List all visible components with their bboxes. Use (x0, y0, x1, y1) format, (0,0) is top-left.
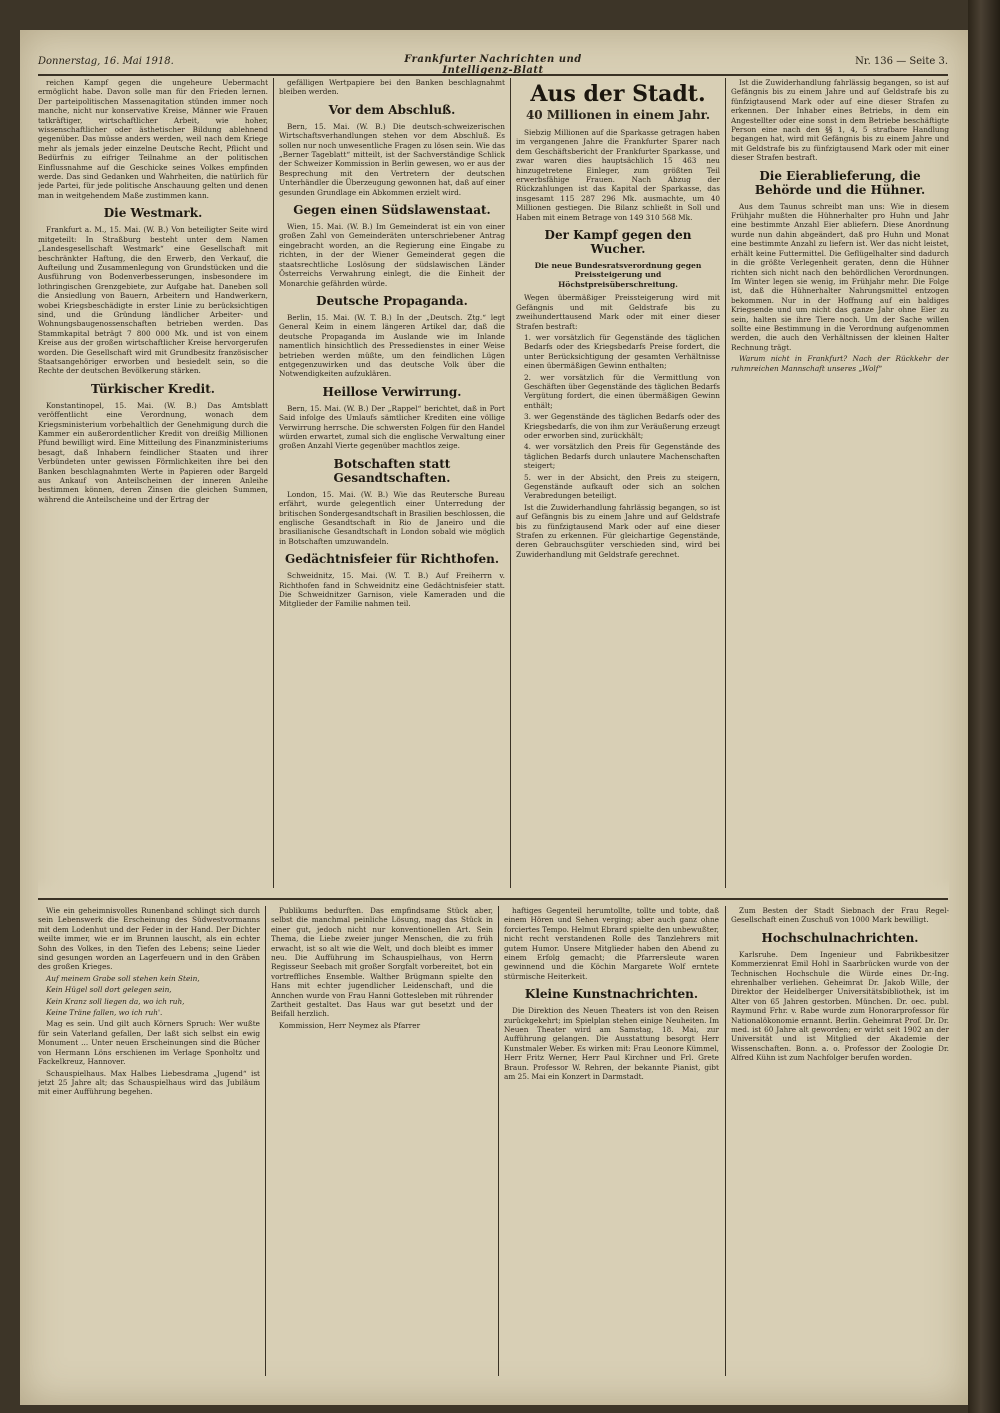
heading-heillose-verwirrung: Heillose Verwirrung. (322, 384, 462, 399)
heading-gedaechtnisfeier: Gedächtnisfeier für Richthofen. (284, 552, 500, 567)
column-1 (38, 78, 268, 898)
subheading-40-millionen: 40 Millionen in einem Jahr. (525, 108, 711, 122)
article-wucher: Wegen übermäßiger Preissteigerung wird mit Gefängnis und mit Geldstrafe bis zu zweihunderttausend Mark oder mit einer dieser Strafen bestraft: (516, 293, 720, 331)
feuilleton-column-3 (504, 906, 719, 1386)
page-header (38, 52, 948, 76)
verse-line: Auf meinem Grabe soll stehen kein Stein, (46, 973, 200, 983)
wucher-tail: Ist die Zuwiderhandlung fahrlässig begangen, so ist auf Gefängnis bis zu einem Jahre und auf Geldstrafe bis zu fünfzigtausend Mark oder auf eine dieser Strafen zu erkennen. Für gleichartige Gegenstände, deren Gebrauchsgüter verschieden sind, wird bei Zuwiderhandlung mit Geldstrafe gerechnet. (516, 502, 720, 559)
feuilleton-loens: Wie ein geheimnisvolles Runenband schlingt sich durch sein Lebenswerk die Erscheinung des Südwestvormanns mit dem Lodenhut und der Feder in der Hand. Der Dichter weilte immer, wie er im Brunnen lauscht, als ein echter Sohn des Volkes, in den Tiefen des Lebens; seine Lieder sind gesungen worden an Lagerfeuern und in den Gräben des großen Krieges. (38, 906, 260, 972)
wucher-lead: Die neue Bundesratsverordnung gegen Preissteigerung und Höchstpreisüberschreitung. (534, 261, 702, 289)
article-tuerkischer-kredit: Konstantinopel, 15. Mai. (W. B.) Das Amtsblatt veröffentlicht eine Verordnung, wonach dem Kriegsministerium vorbehaltlich der Genehmigung durch die Kammer ein außerordentlicher Kredit von dreißig Millionen Pfund bewilligt wird. Eine Mitteilung des Finanzministeriums besagt, daß Inhabern feindlicher Staaten und ihrer Verbündeten unter gewissen Förmlichkeiten ihre bei den Banken beschlagnahmten Werte in Papieren oder Bargeld aus Ankauf von Anteilscheinen der inneren Anleihe bestimmen können, deren Zinsen die gleichen Summen, während die Anteilscheine und der Ertrag der (38, 400, 268, 504)
feuilleton-jugend-end: Kommission, Herr Neymez als Pfarrer (279, 1020, 421, 1030)
heading-eierablieferung: Die Eierablieferung, die Behörde und die Hühner. (754, 168, 926, 197)
verse-line: Kein Kranz soll liegen da, wo ich ruh, (46, 996, 185, 1006)
newspaper-page (20, 30, 968, 1405)
wucher-item: 1. wer vorsätzlich für Gegenstände des täglichen Bedarfs oder des Kriegsbedarfs Preise fordert, die unter Berücksichtigung der gesamten Verhältnisse einen übermäßigen Gewinn enthalten; (524, 332, 720, 371)
heading-suedslawenstaat: Gegen einen Südslawenstaat. (293, 203, 491, 218)
article-gedaechtnisfeier: Schweidnitz, 15. Mai. (W. T. B.) Auf Freiherrn v. Richthofen fand in Schweidnitz eine Gedächtnisfeier statt. Die Schweidnitzer Garnison, viele Kameraden und die Mitglieder der Familie nahmen teil. (279, 571, 505, 609)
question-frankfurt: Warum nicht in Frankfurt? Nach der Rückkehr der ruhmreichen Mannschaft unseres „Wolf“ (731, 354, 949, 373)
feuilleton-column-4 (731, 906, 949, 1386)
article-vor-dem-abschluss: Bern, 15. Mai. (W. B.) Die deutsch-schweizerischen Wirtschaftsverhandlungen stehen vor dem Abschluß. Es sollen nur noch unwesentliche Fragen zu lösen sein. Wie das „Berner Tageblatt“ mitteilt, ist der Sachverständige Schlick der Schweizer Kommission in Berlin gewesen, wo er aus der Besprechung mit den Vertretern der deutschen Unterhändler die Überzeugung gewonnen hat, daß auf einer gesunden Grundlage ein Abkommen erzielt wird. (279, 121, 505, 197)
verse-line: Kein Hügel soll dort gelegen sein, (46, 985, 172, 995)
wucher-item: 4. wer vorsätzlich den Preis für Gegenstände des täglichen Bedarfs durch unlautere Machenschaften steigert; (524, 442, 720, 471)
article-suedslawenstaat: Wien, 15. Mai. (W. B.) Im Gemeinderat ist ein von einer großen Zahl von Gemeinderäten unterschriebener Antrag eingebracht worden, an die Regierung eine Eingabe zu richten, in der der Wiener Gemeinderat gegen die staatsrechtliche Loslösung der südslawischen Länder Österreichs Verwahrung einlegt, die die Einheit der Monarchie gefährden würde. (279, 222, 505, 288)
article-deutsche-propaganda: Berlin, 15. Mai. (W. T. B.) In der „Deutsch. Ztg.“ legt General Keim in einem längeren Artikel dar, daß die deutsche Propaganda im Auslande wie im Inlande namentlich hinsichtlich des Pressedienstes in einer Weise betrieben werden müßte, um den feindlichen Lügen entgegenzuwirken und das deutsche Volk über die Notwendigkeiten aufzuklären. (279, 312, 505, 379)
column-rule (510, 78, 511, 888)
feuilleton-schauspielhaus: Schauspielhaus. Max Halbes Liebesdrama „Jugend“ ist jetzt 25 Jahre alt; das Schauspielhaus wird das Jubiläum mit einer Aufführung begehen. (38, 1068, 260, 1097)
heading-kleine-kunstnachrichten: Kleine Kunstnachrichten. (524, 987, 699, 1002)
heading-vor-dem-abschluss: Vor dem Abschluß. (328, 102, 456, 117)
section-title-aus-der-stadt: Aus der Stadt. (530, 81, 706, 107)
feuilleton-column-1 (38, 906, 260, 1386)
header-page-number: Nr. 136 — Seite 3. (855, 56, 948, 67)
article-botschaften: London, 15. Mai. (W. B.) Wie das Reutersche Bureau erfährt, wurde gelegentlich einer Unterredung der britischen Sondergesandtschaft in Brasilien beschlossen, die englische Gesandtschaft in Rio de Janeiro und die brasilianische Gesandtschaft in London sobald wie möglich in Botschaften umzuwandeln. (279, 489, 505, 546)
column-rule (265, 906, 266, 1376)
header-masthead: Frankfurter Nachrichten und Intelligenz-Blatt (404, 54, 582, 76)
col4-intro: Ist die Zuwiderhandlung fahrlässig begangen, so ist auf Gefängnis bis zu einem Jahre und auf Geldstrafe bis zu fünfzigtausend Mark oder auf eine dieser Strafen zu erkennen. Der Inhaber eines Betriebs, in dem ein Angestellter oder eine sonst in dem Betriebe beschäftigte Person eine nach den §§ 1, 4, 5 strafbare Handlung begangen hat, wird mit Gefängnis bis zu einem Jahre und mit Geldstrafe bis zu fünfzigtausend Mark oder mit einer dieser Strafen bestraft. (731, 78, 949, 163)
feuilleton-jugend-review: Publikums bedurften. Das empfindsame Stück aber, selbst die manchmal peinliche Lösung, mag das Stück in einer gut, jedoch nicht nur konventionellen Art. Sein Thema, die Liebe zweier junger Menschen, die zu früh erwacht, ist so alt wie die Welt, und doch bleibt es immer neu. Die Aufführung im Schauspielhaus, von Herrn Regisseur Seebach mit großer Sorgfalt vorbereitet, bot ein vortreffliches Ensemble. Walther Brügmann spielte den Hans mit echter jugendlicher Leidenschaft, und die Annchen wurde von Frau Hanni Gottesleben mit rührender Zartheit gestaltet. Das Haus war gut besetzt und der Beifall herzlich. (271, 906, 493, 1019)
feuilleton-column-2 (271, 906, 493, 1386)
wucher-item: 2. wer vorsätzlich für die Vermittlung von Geschäften über Gegenstände des täglichen Bedarfs Vergütung fordert, die einen übermäßigen Gewinn enthält; (524, 372, 720, 410)
feuilleton-continuation: haftiges Gegenteil herumtollte, tollte und tobte, daß einem Hören und Sehen verging; aber auch ganz ohne forciertes Tempo. Helmut Ebrard spielte den unbewußter, nicht recht verstandenen Rolle des Tanzlehrers mit gutem Humor. Unsere Mitglieder haben den Abend zu einem Erfolg gemacht; die Pfarrersleute waren gewinnend und die Köchin Margarete Wolf erntete stürmische Heiterkeit. (504, 906, 719, 981)
heading-westmark: Die Westmark. (103, 206, 203, 221)
column-3 (516, 78, 720, 898)
column-rule (273, 78, 274, 888)
column-4 (731, 78, 949, 898)
col4-bottom-intro: Zum Besten der Stadt Siebnach der Frau Regel-Gesellschaft einen Zuschuß von 1000 Mark bewilligt. (731, 906, 949, 925)
heading-botschaften: Botschaften statt Gesandtschaften. (333, 456, 451, 485)
heading-deutsche-propaganda: Deutsche Propaganda. (316, 293, 468, 308)
heading-hochschulnachrichten: Hochschulnachrichten. (761, 930, 919, 945)
wucher-item: 5. wer in der Absicht, den Preis zu steigern, Gegenstände aufkauft oder sich an solchen Verabredungen beteiligt. (524, 472, 720, 501)
col2-intro: gefälligen Wertpapiere bei den Banken beschlagnahmt bleiben werden. (279, 78, 505, 97)
article-eierablieferung: Aus dem Taunus schreibt man uns: Wie in diesem Frühjahr mußten die Hühnerhalter pro Huhn und Jahr eine bestimmte Anzahl Eier abliefern. Diese Anordnung wurde nun dahin abgeändert, daß pro Huhn und Monat eine bestimmte Anzahl zu liefern ist. Wer das nicht leistet, erhält keine Futtermittel. Die Geflügelhalter sind dadurch in die größte Verlegenheit geraten, denn die Hühner richten sich nicht nach den behördlichen Verordnungen. Im Winter legen sie wenig, im Frühjahr mehr. Die Folge ist, daß die Hühnerhalter Nahrungsmittel entzogen bekommen. Nur in der Hoffnung auf ein baldiges Kriegsende und um nicht das ganze Jahr ohne Eier zu sein, halten sie ihre Tiere noch. Um der Sache willen sollte eine Bestimmung in die Verordnung aufgenommen werden, die auch den Verhältnissen der kleinen Halter Rechnung trägt. (731, 201, 949, 352)
column-rule (725, 906, 726, 1376)
book-binding (968, 0, 1000, 1413)
column-rule (725, 78, 726, 888)
header-date: Donnerstag, 16. Mai 1918. (38, 56, 174, 67)
article-heillose-verwirrung: Bern, 15. Mai. (W. B.) Der „Rappel“ berichtet, daß in Port Said infolge des Umlaufs sämtlicher Krediten eine völlige Verwirrung herrsche. Die schwersten Folgen für den Handel würden erwartet, zumal sich die englische Verwaltung einer großen Anzahl Vierte gegenüber machtlos zeige. (279, 403, 505, 451)
feuilleton-loens-more: Mag es sein. Und gilt auch Körners Spruch: Wer wußte für sein Vaterland gefallen, Der laßt sich selbst ein ewig Monument ... Unter neuen Erscheinungen sind die Bücher von Hermann Löns erschienen im Verlage Sponholtz und Fackelkreuz, Hannover. (38, 1019, 260, 1067)
heading-tuerkischer-kredit: Türkischer Kredit. (91, 381, 215, 396)
col1-intro: reichen Kampf gegen die ungeheure Uebermacht ermöglicht habe. Davon solle man für den Frieden lernen. Der parteipolitischen Massenagitation stünden immer noch manche, nicht nur konservative Kreise, Männer wie Frauen tatkräftiger, wirtschaftlicher Arbeit, wie hoher, wissenschaftlicher oder ästhetischer Bildung ablehnend gegenüber. Das müsse anders werden, weil nach dem Kriege mehr als jemals jeder einzelne Deutsche Recht, Pflicht und Bedürfnis zu eifriger Teilnahme an der politischen Einflussnahme auf die Geschicke seines Volkes empfinden werde. Das sind Gedanken und Wahrheiten, die natürlich für jede Partei, für jede politische Anschauung gelten und denen man in weitgehendem Maße zustimmen kann. (38, 78, 268, 200)
article-westmark: Frankfurt a. M., 15. Mai. (W. B.) Von beteiligter Seite wird mitgeteilt: In Straßburg besteht unter dem Namen „Landesgesellschaft Westmark“ eine Gesellschaft mit beschränkter Haftung, die den Erwerb, den Verkauf, die Aufteilung und Zusammenlegung von Grundstücken und die Ausführung von Bodenverbesserungen, insbesondere im lothringischen Grenzgebiete, zur Aufgabe hat. Daneben soll die Ansiedlung von Bauern, Arbeitern und Handwerkern, wobei Kriegsbeschädigte in erster Linie zu berücksichtigen sind, und die Gründung ländlicher Arbeiter- und Wohnungsbaugenossenschaften betrieben werden. Das Stammkapital beträgt 7 800 000 Mk. und ist von einem Kreise aus der großen wirtschaftlicher Kreise hervorgerufen worden. Die Gesellschaft wird mit Grundbesitz französischer Staatsangehöriger erworben und besiedelt sein, so die Rechte der deutschen Bevölkerung stärken. (38, 225, 268, 376)
article-kunstnachrichten: Die Direktion des Neuen Theaters ist von den Reisen zurückgekehrt; im Spielplan stehen einige Neuheiten. Im Neuen Theater wird am Samstag, 18. Mai, zur Aufführung gelangen. Die Ausstattung besorgt Herr Kunstmaler Weber. Es wirken mit: Frau Leonore Kümmel, Herr Fritz Werner, Herr Paul Kirchner und Frl. Grete Braun. Professor W. Rehren, der bekannte Pianist, gibt am 25. Mai ein Konzert in Darmstadt. (504, 1006, 719, 1082)
column-rule (498, 906, 499, 1376)
section-separator (38, 898, 948, 900)
verse-line: Keine Träne fallen, wo ich ruh'. (46, 1008, 163, 1018)
heading-kampf-gegen-wucher: Der Kampf gegen den Wucher. (544, 228, 692, 257)
wucher-item: 3. wer Gegenstände des täglichen Bedarfs oder des Kriegsbedarfs, die von ihm zur Veräußerung erzeugt oder erworben sind, zurückhält; (524, 412, 720, 440)
article-sparkasse: Siebzig Millionen auf die Sparkasse getragen haben im vergangenen Jahre die Frankfurter Sparer nach dem Geschäftsbericht der Frankfurter Sparkasse, und zwar waren dies hauptsächlich 15 463 neu hinzugetretene Einleger, zum größten Teil erwerbsfähige Frauen. Nach Abzug der Rückzahlungen ist das Kapital der Sparkasse, das insgesamt 115 287 296 Mk. ausmachte, um 40 Millionen gestiegen. Die Bilanz schließt in Soll und Haben mit einem Betrage von 149 310 568 Mk. (516, 128, 720, 222)
article-hochschulnachrichten: Karlsruhe. Dem Ingenieur und Fabrikbesitzer Kommerzienrat Emil Hohl in Saarbrücken wurde von der Technischen Hochschule die Würde eines Dr.-Ing. ehrenhalber verliehen. Geheimrat Dr. Jakob Wille, der Direktor der Heidelberger Universitätsbibliothek, ist im Alter von 65 Jahren gestorben. München. Dr. oec. publ. Raymund Frhr. v. Rabe wurde zum Honorarprofessor für Nationalökonomie ernannt. Berlin. Geheimrat Prof. Dr. Dr. med. ist 60 Jahre alt geworden; er wirkt seit 1902 an der Universität und ist Mitglied der Akademie der Wissenschaften. Bonn. a. o. Professor der Zoologie Dr. Alfred Kühn ist zum Nachfolger berufen worden. (731, 949, 949, 1063)
column-2 (279, 78, 505, 898)
